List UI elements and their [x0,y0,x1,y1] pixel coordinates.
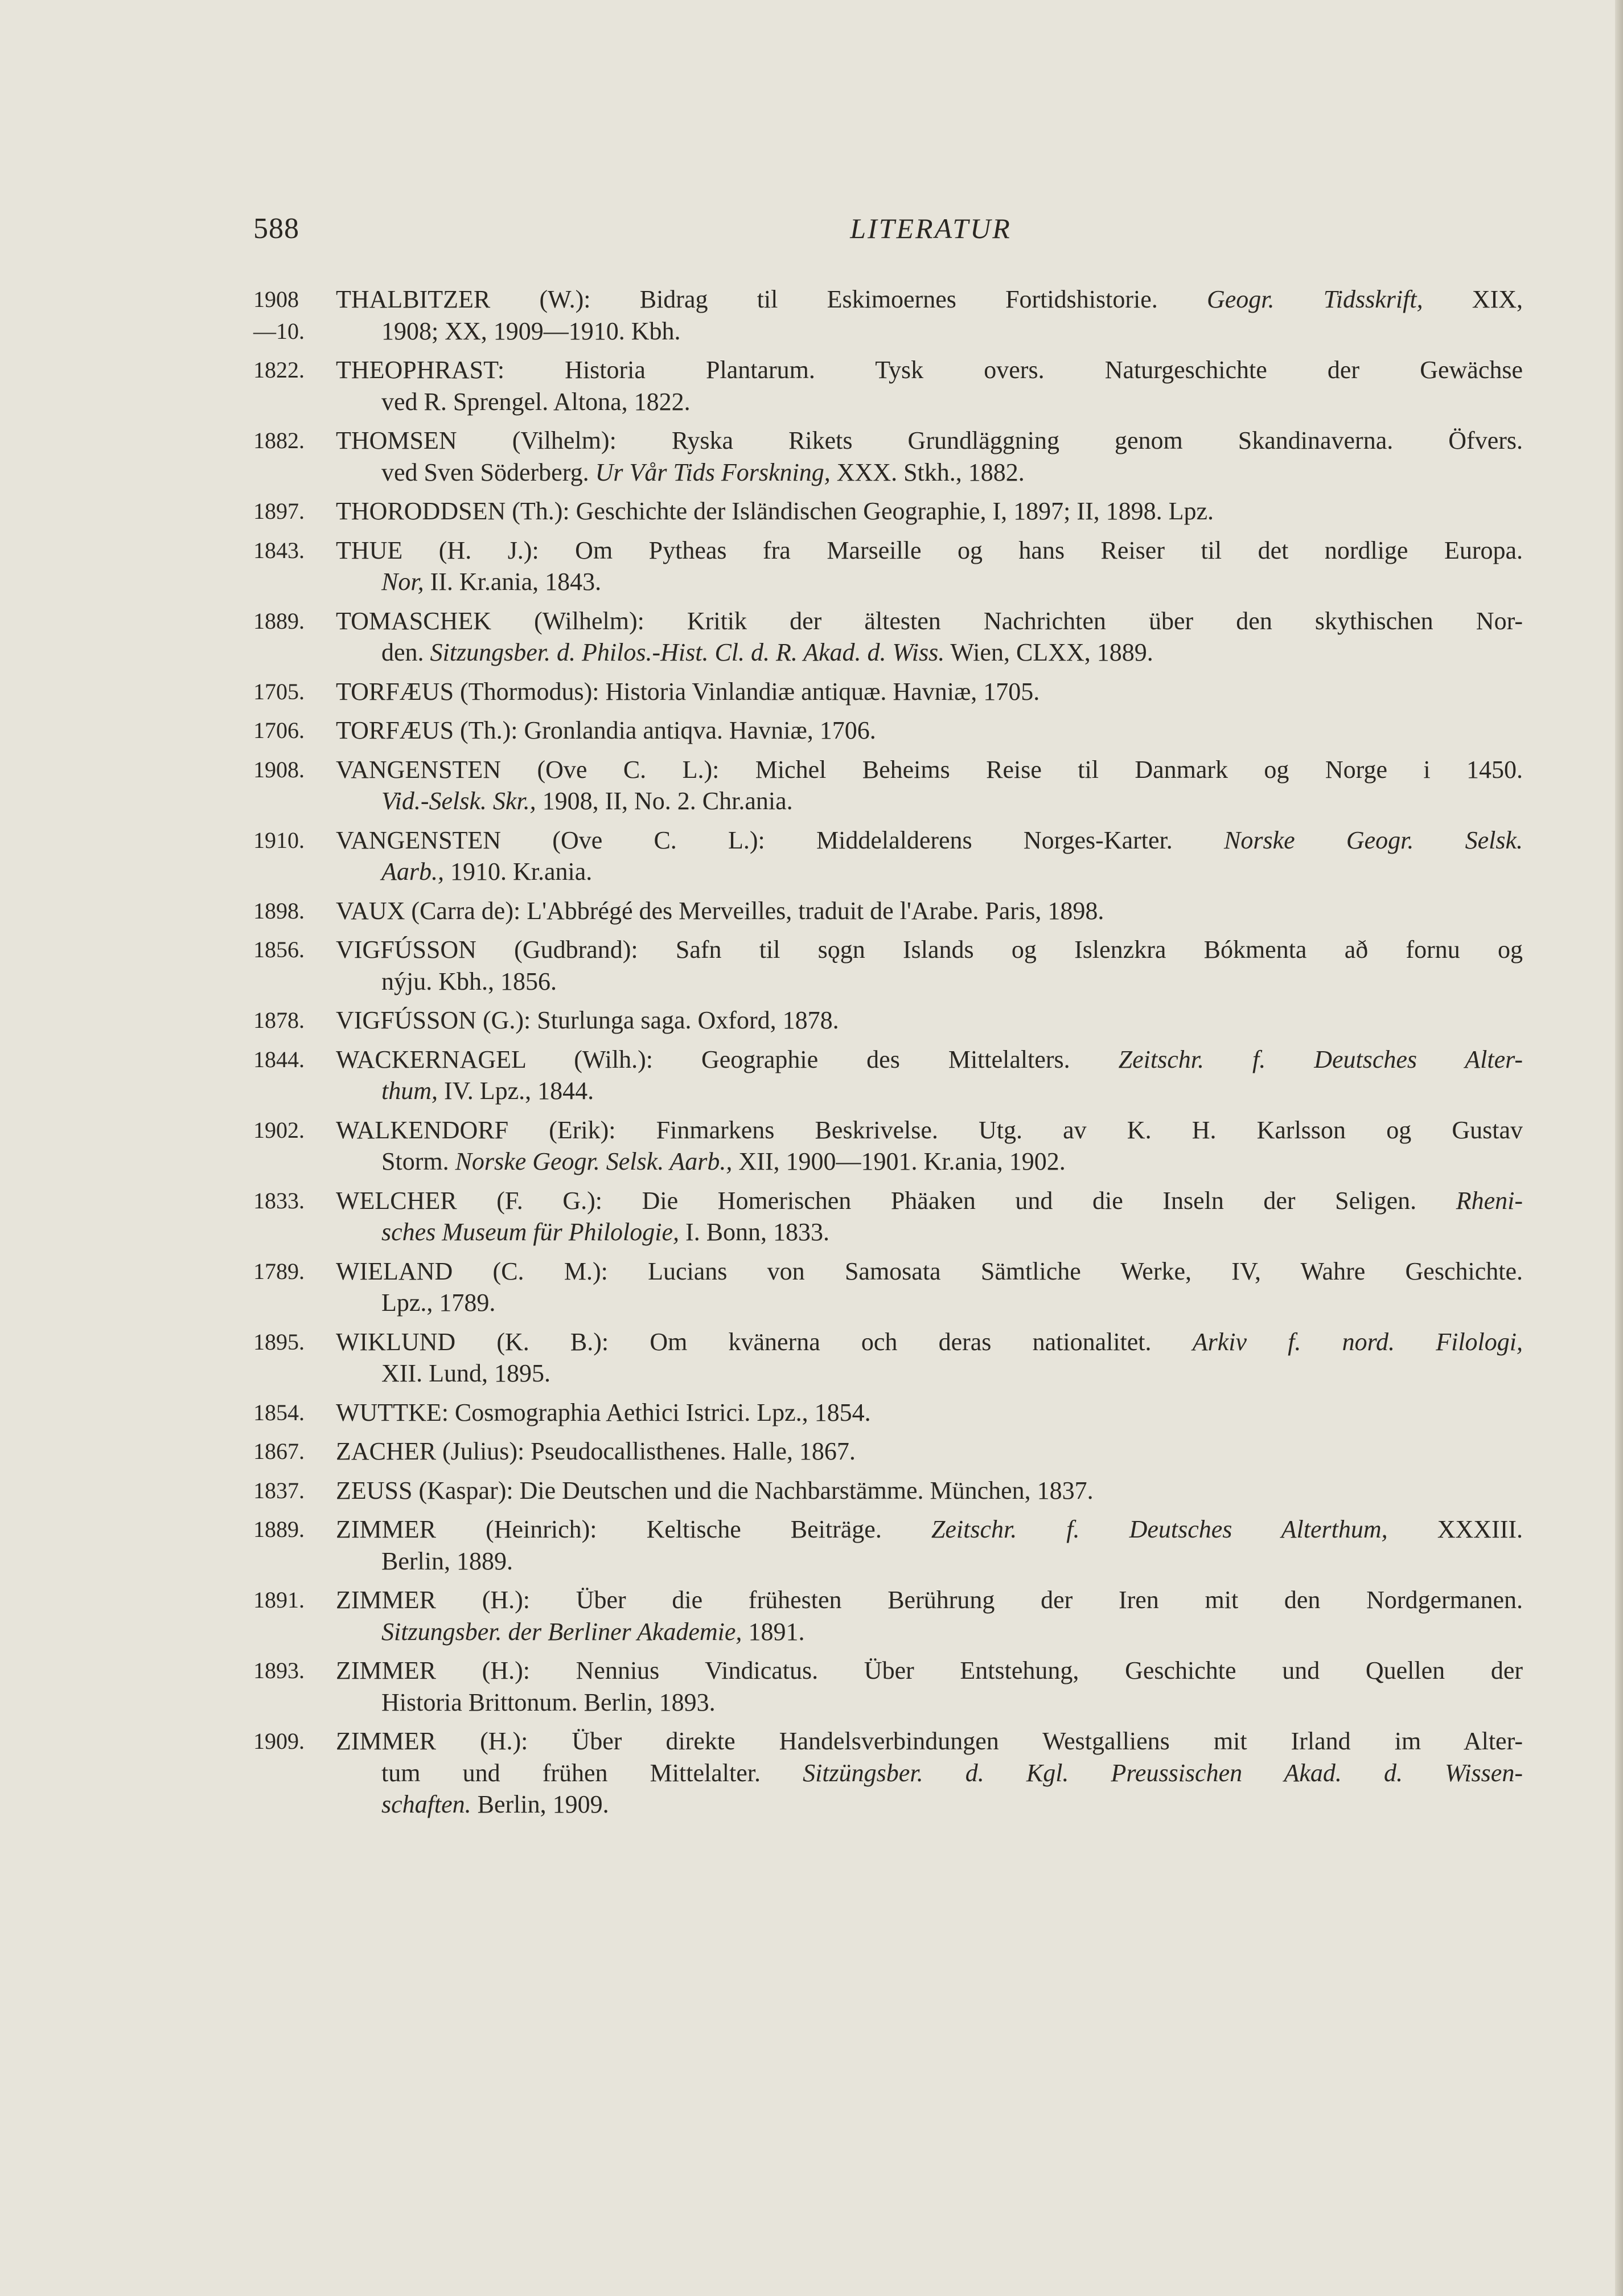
entry-year [253,754,336,786]
entry-line [336,1397,1523,1429]
entry-year-text: 1908 [253,286,299,312]
text-segment: 1891. [742,1617,805,1646]
text-segment: VANGENSTEN (Ove C. L.): Middelalderens Norges-Karter. [336,826,1224,854]
entry-line [336,1075,1523,1107]
text-segment: TOMASCHEK (Wilhelm): Kritik der ältesten Nachrichten über den skythischen Nor- [336,606,1523,635]
bibliography-entry [253,676,1523,708]
entry-line [336,715,1523,747]
entry-line [336,676,1523,708]
italic-title-segment: Zeitschr. f. Deutsches Alterthum, [931,1515,1388,1543]
text-segment: I. Bonn, 1833. [679,1218,830,1246]
italic-title-segment: Nor, [381,568,424,596]
entry-line [336,785,1523,817]
entry-line [336,1044,1523,1076]
italic-title-segment: Zeitschr. f. Deutsches Alter- [1118,1045,1523,1073]
entry-line [336,1114,1523,1146]
page-header [253,212,1523,252]
text-segment: WELCHER (F. G.): Die Homerischen Phäaken und die Inseln der Seligen. [336,1186,1456,1215]
text-segment: XIX, [1423,285,1523,313]
text-segment: ZEUSS (Kaspar): Die Deutschen und die Nachbarstämme. München, 1837. [336,1476,1094,1504]
entry-year-text: 1891. [253,1587,305,1613]
bibliography-entry [253,1185,1523,1248]
text-segment: Berlin, 1909. [471,1790,609,1818]
entry-line [336,1545,1523,1577]
entry-year-text: 1898. [253,897,305,924]
entry-year-text: 1856. [253,937,305,962]
bibliography-entry [253,425,1523,488]
entry-year-text: 1878. [253,1007,305,1033]
bibliography-entry [253,1514,1523,1577]
entry-text [336,354,1523,417]
entry-line [336,1436,1523,1467]
entry-year-text: 1889. [253,1516,305,1542]
italic-title-segment: thum, [381,1077,438,1105]
entry-year [253,425,336,457]
entry-year [253,1256,336,1288]
text-segment: TORFÆUS (Thormodus): Historia Vinlandiæ antiquæ. Havniæ, 1705. [336,677,1040,706]
text-segment: ZIMMER (H.): Über die frühesten Berührung der Iren mit den Nordgermanen. [336,1586,1523,1614]
text-segment: II. Kr.ania, 1843. [424,568,602,596]
entry-year [253,354,336,386]
entry-line [336,1789,1523,1821]
entry-line [336,1757,1523,1789]
entry-text [336,825,1523,888]
entry-year [253,895,336,927]
text-segment: THORODDSEN (Th.): Geschichte der Isländischen Geographie, I, 1897; II, 1898. Lpz. [336,497,1214,525]
text-segment: WIKLUND (K. B.): Om kvänerna och deras nationalitet. [336,1327,1193,1356]
text-segment: ZIMMER (H.): Nennius Vindicatus. Über Entstehung, Geschichte und Quellen der [336,1657,1523,1684]
italic-title-segment: Norske Geogr. Selsk. Aarb., [455,1147,733,1175]
entry-text [336,676,1523,708]
entry-text [336,495,1523,527]
text-segment: tum und frühen Mittelalter. [381,1758,803,1787]
bibliography-entry [253,1256,1523,1319]
entry-line [336,966,1523,998]
entry-year [253,1114,336,1146]
entry-year-text: 1867. [253,1438,305,1464]
entry-year-text: 1844. [253,1046,305,1072]
text-segment: Wien, CLXX, 1889. [944,638,1153,666]
entry-line [336,934,1523,966]
text-segment: WACKERNAGEL (Wilh.): Geographie des Mittelalters. [336,1045,1119,1073]
entry-text [336,1655,1523,1718]
text-segment: THOMSEN (Vilhelm): Ryska Rikets Grundläggning genom Skandinaverna. Öfvers. [336,427,1523,454]
text-segment: THEOPHRAST: Historia Plantarum. Tysk overs. Naturgeschichte der Gewächse [336,356,1523,384]
entry-year-text: 1910. [253,827,305,853]
entry-year-text: 1843. [253,537,305,563]
entry-text [336,1044,1523,1107]
bibliography-entry [253,354,1523,417]
entry-year [253,1655,336,1687]
text-segment: Berlin, 1889. [381,1547,513,1575]
entry-text [336,1436,1523,1467]
entry-line [336,386,1523,418]
entry-year [253,605,336,637]
entry-line [336,354,1523,386]
entry-line [336,1725,1523,1757]
text-segment: THUE (H. J.): Om Pytheas fra Marseille og hans Reiser til det nordlige Europa. [336,536,1523,564]
entry-line [336,825,1523,856]
text-segment: den. [381,638,430,666]
entry-year [253,1514,336,1545]
bibliography-entry [253,1044,1523,1107]
entry-text [336,1584,1523,1647]
entry-year-text: 1893. [253,1658,305,1683]
text-segment: TORFÆUS (Th.): Gronlandia antiqva. Havniæ, 1706. [336,716,876,744]
entry-line [336,1616,1523,1648]
entry-year [253,1185,336,1217]
entry-year [253,934,336,966]
bibliography-entry [253,1004,1523,1036]
entry-line [336,1256,1523,1288]
entry-line [336,284,1523,315]
text-segment: IV. Lpz., 1844. [438,1077,594,1105]
italic-title-segment: Sitzungsber. der Berliner Akademie, [381,1617,742,1646]
entry-year [253,284,336,347]
entry-line [336,535,1523,567]
entry-line [336,457,1523,489]
text-segment: ZIMMER (H.): Über direkte Handelsverbindungen Westgalliens mit Irland im Alter- [336,1727,1523,1755]
entry-year-text: 1889. [253,608,305,634]
entry-year [253,676,336,708]
entry-year [253,1044,336,1076]
italic-title-segment: Vid.-Selsk. Skr., [381,787,536,815]
text-segment: THALBITZER (W.): Bidrag til Eskimoernes Fortidshistorie. [336,285,1207,313]
entry-line [336,1358,1523,1389]
bibliography-entry [253,754,1523,817]
bibliography-entry [253,715,1523,747]
text-segment: ved R. Sprengel. Altona, 1822. [381,387,691,416]
entry-year-text: 1789. [253,1258,305,1284]
bibliography-entry [253,1397,1523,1429]
entry-year [253,1475,336,1507]
text-segment: ved Sven Söderberg. [381,458,595,486]
text-segment: 1908; XX, 1909—1910. Kbh. [381,317,681,345]
entry-year [253,825,336,856]
italic-title-segment: Ur Vår Tids Forskning, [595,458,831,486]
entry-line [336,1146,1523,1178]
entry-year [253,715,336,747]
entry-text [336,934,1523,997]
entry-year [253,1725,336,1757]
entry-year-text: 1902. [253,1117,305,1143]
entry-line [336,1655,1523,1687]
entry-line [336,495,1523,527]
entry-year-text: 1706. [253,718,305,743]
text-segment: XII, 1900—1901. Kr.ania, 1902. [732,1147,1066,1175]
entry-text [336,1326,1523,1389]
entry-line [336,605,1523,637]
running-title: LITERATUR [850,212,1012,244]
entry-text [336,1004,1523,1036]
text-segment: nýju. Kbh., 1856. [381,967,557,995]
entry-line [336,1584,1523,1616]
entry-year-text: 1909. [253,1728,305,1754]
text-segment: 1910. Kr.ania. [444,858,593,885]
entry-line [336,425,1523,457]
italic-title-segment: Geogr. Tidsskrift, [1206,285,1423,313]
entry-text [336,1185,1523,1248]
entry-line [336,1475,1523,1507]
bibliography-entry [253,1114,1523,1178]
bibliography-entry [253,1475,1523,1507]
italic-title-segment: Norske Geogr. Selsk. [1223,826,1523,854]
text-segment: VIGFÚSSON (G.): Sturlunga saga. Oxford, 1878. [336,1006,839,1034]
entry-year-text: 1837. [253,1477,305,1503]
entry-text [336,1397,1523,1429]
entry-text [336,535,1523,598]
entry-year [253,1004,336,1036]
bibliography-entry [253,1326,1523,1389]
text-segment: XII. Lund, 1895. [381,1359,550,1387]
italic-title-segment: Arkiv f. nord. Filologi, [1192,1327,1523,1356]
entry-text [336,1475,1523,1507]
entry-line [336,1004,1523,1036]
text-segment: ZACHER (Julius): Pseudocallisthenes. Halle, 1867. [336,1437,856,1465]
entry-year [253,1436,336,1467]
entry-line [336,754,1523,786]
bibliography-entry [253,495,1523,527]
entry-line [336,856,1523,888]
entry-line [336,1216,1523,1248]
entry-year-text: 1882. [253,428,305,453]
bibliography-entry [253,535,1523,598]
entry-text [336,284,1523,347]
page-number: 588 [253,212,299,245]
bibliography-entry [253,1584,1523,1647]
entry-text [336,425,1523,488]
entry-year-text: 1908. [253,756,305,782]
entry-year-text: 1822. [253,357,305,383]
italic-title-segment: Aarb., [381,858,444,885]
bibliography-list [253,284,1523,1828]
entry-line [336,315,1523,347]
entry-line [336,566,1523,598]
entry-text [336,754,1523,817]
entry-year [253,535,336,567]
italic-title-segment: Sitzungsber. d. Philos.-Hist. Cl. d. R. Akad. d. Wiss. [430,638,945,666]
text-segment: WIELAND (C. M.): Lucians von Samosata Sämtliche Werke, IV, Wahre Geschichte. [336,1257,1523,1285]
entry-year [253,1397,336,1429]
bibliography-entry [253,825,1523,888]
bibliography-entry [253,1655,1523,1718]
bibliography-entry [253,895,1523,927]
entry-text [336,1256,1523,1319]
bibliography-entry [253,605,1523,669]
entry-line [336,895,1523,927]
entry-text [336,1114,1523,1178]
text-segment: Storm. [381,1147,455,1175]
text-segment: WALKENDORF (Erik): Finmarkens Beskrivelse. Utg. av K. H. Karlsson og Gustav [336,1116,1523,1144]
entry-year [253,1326,336,1358]
entry-line [336,1287,1523,1319]
entry-year-text: —10. [253,318,305,344]
entry-year-text: 1854. [253,1399,305,1425]
entry-year [253,1584,336,1616]
entry-line [336,1687,1523,1719]
entry-line [336,1326,1523,1358]
entry-text [336,715,1523,747]
italic-title-segment: Rheni- [1456,1186,1523,1215]
text-segment: VAUX (Carra de): L'Abbrégé des Merveilles, traduit de l'Arabe. Paris, 1898. [336,896,1104,925]
entry-year [253,495,336,527]
page-edge [1615,0,1623,2296]
entry-line [336,637,1523,669]
entry-text [336,1725,1523,1821]
entry-text [336,1514,1523,1577]
entry-year-text: 1833. [253,1187,305,1213]
text-segment: WUTTKE: Cosmographia Aethici Istrici. Lpz., 1854. [336,1398,871,1426]
italic-title-segment: Sitzüngsber. d. Kgl. Preussischen Akad. d. Wissen- [803,1758,1523,1787]
bibliography-entry [253,284,1523,347]
text-segment: XXX. Stkh., 1882. [830,458,1025,486]
text-segment: 1908, II, No. 2. Chr.ania. [536,787,793,815]
italic-title-segment: schaften. [381,1790,471,1818]
bibliography-entry [253,1436,1523,1467]
text-segment: Historia Brittonum. Berlin, 1893. [381,1688,716,1716]
entry-line [336,1514,1523,1545]
italic-title-segment: sches Museum für Philologie, [381,1218,680,1246]
bibliography-entry [253,1725,1523,1821]
text-segment: Lpz., 1789. [381,1289,496,1317]
entry-line [336,1185,1523,1217]
bibliography-entry [253,934,1523,997]
entry-text [336,605,1523,669]
text-segment: ZIMMER (Heinrich): Keltische Beiträge. [336,1515,931,1543]
entry-year-text: 1705. [253,678,305,704]
entry-year-text: 1897. [253,498,305,524]
entry-year-text: 1895. [253,1329,305,1355]
text-segment: XXXIII. [1387,1515,1523,1543]
text-segment: VANGENSTEN (Ove C. L.): Michel Beheims Reise til Danmark og Norge i 1450. [336,755,1523,784]
entry-text [336,895,1523,927]
text-segment: VIGFÚSSON (Gudbrand): Safn til sǫgn Islands og Islenzkra Bókmenta að fornu og [336,936,1523,964]
